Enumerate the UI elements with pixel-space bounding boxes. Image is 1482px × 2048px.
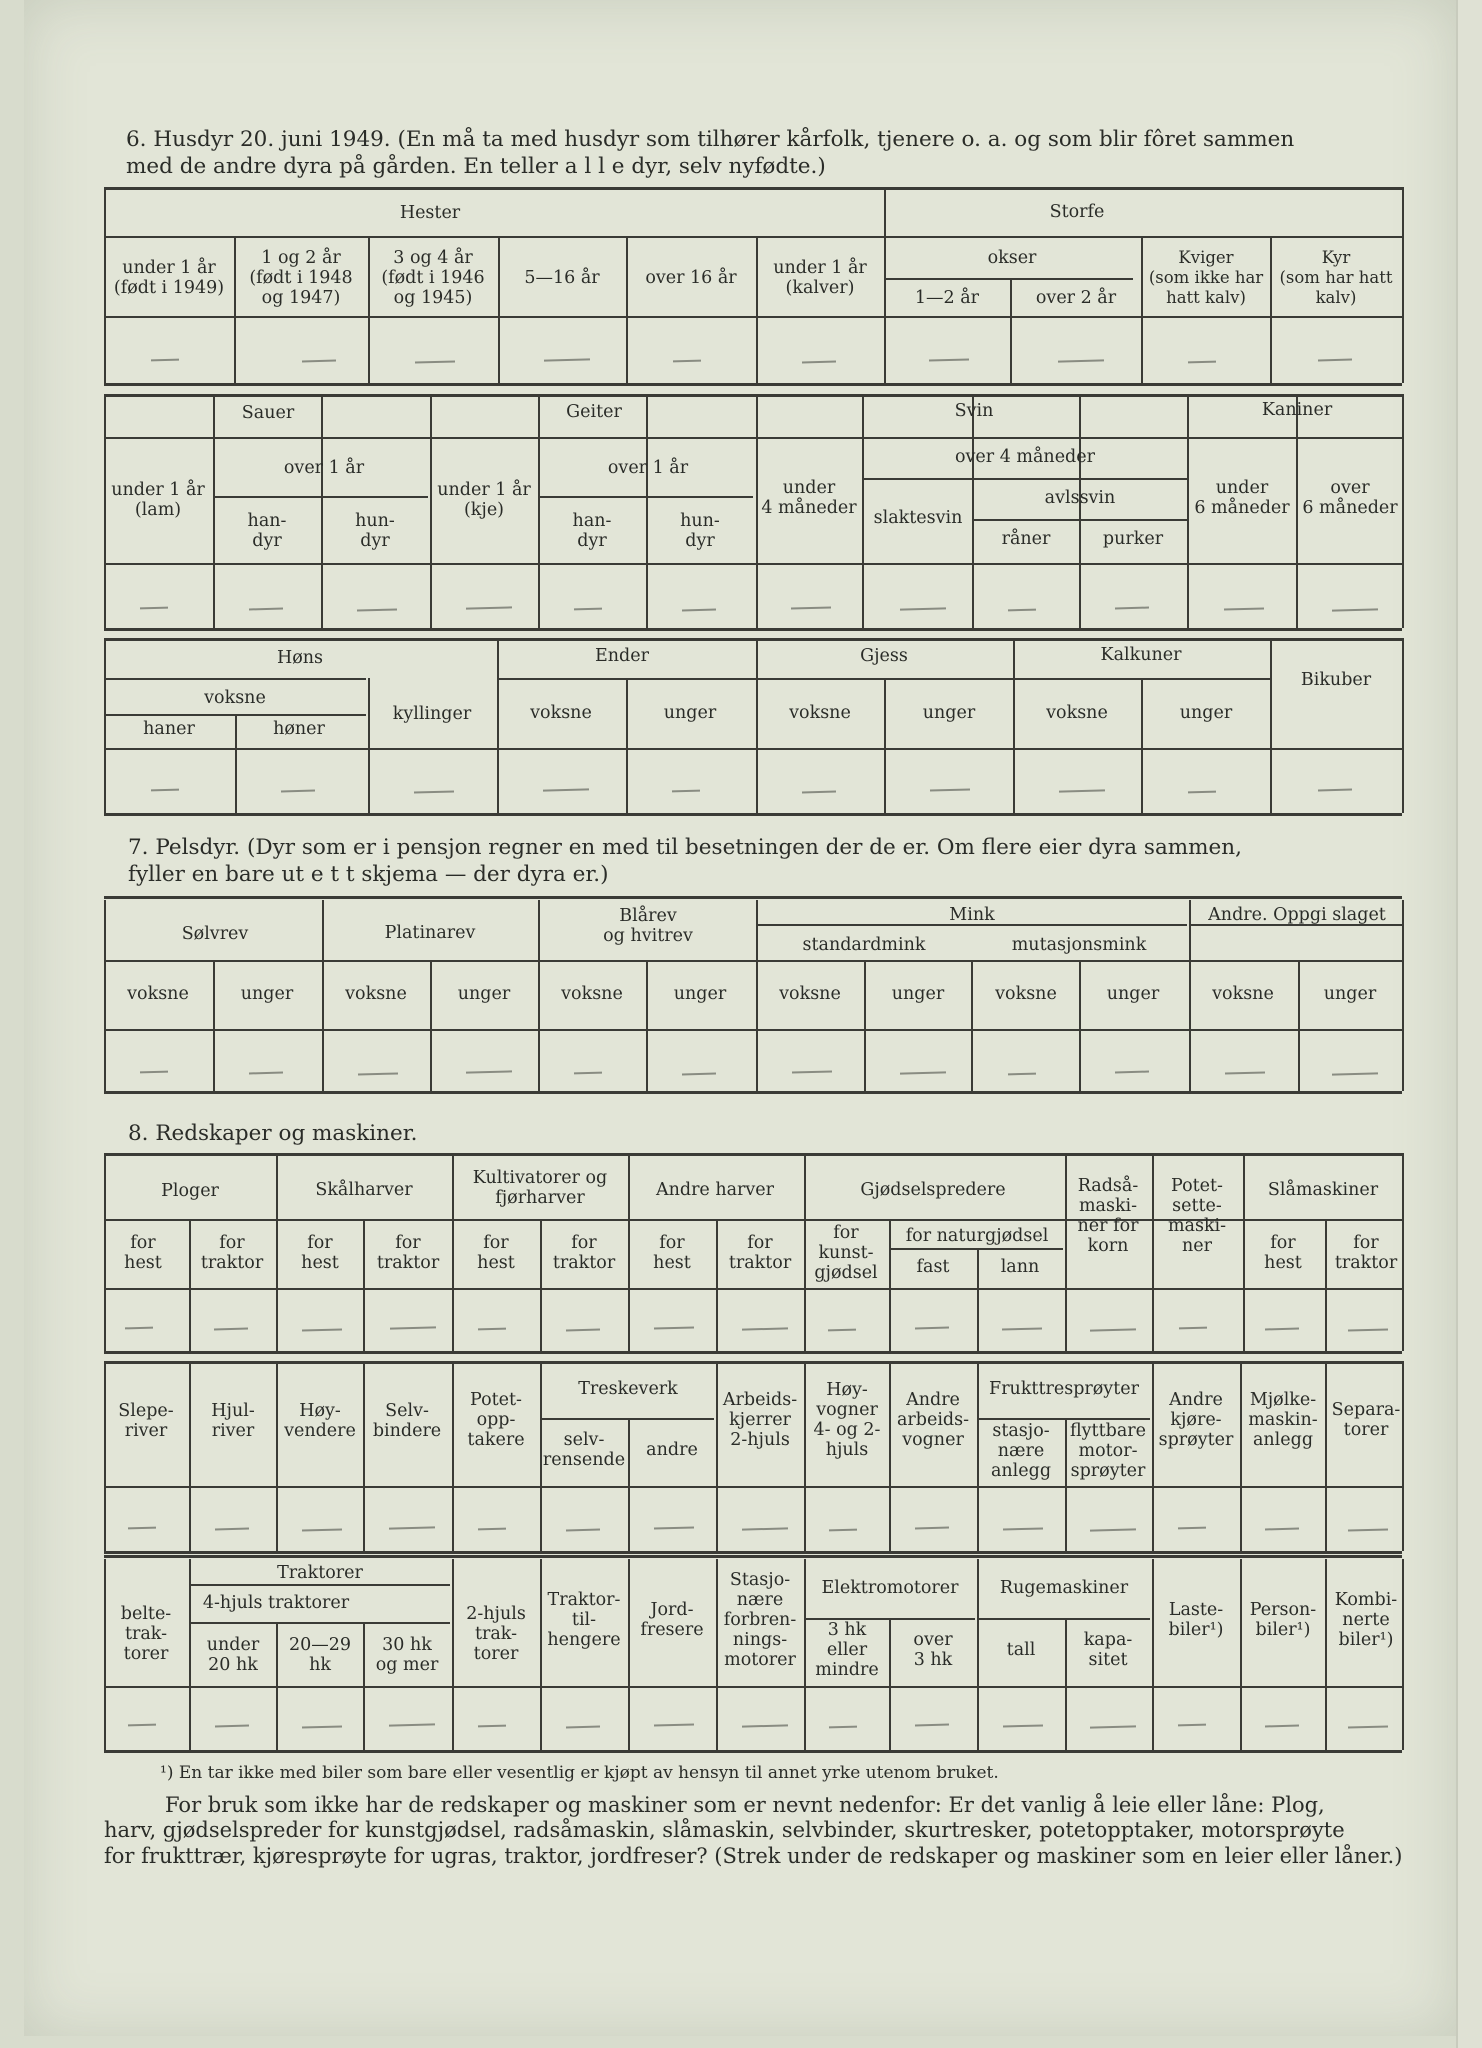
table-top-rule	[104, 1153, 1402, 1156]
naturgjodsel-subrule	[889, 1248, 1063, 1250]
naturgjodsel-heading: for naturgjødsel	[905, 1226, 1049, 1246]
header-bottom-rule	[104, 748, 1402, 750]
solvrev-heading: Sølvrev	[181, 924, 249, 944]
purker-col: purker	[1102, 529, 1164, 549]
mjolkemaskinanlegg-col: Mjølke- maskin- anlegg	[1248, 1390, 1318, 1450]
sauer-over-heading: over 1 år	[283, 458, 365, 478]
pelsdyr-unger-col: unger	[1106, 984, 1160, 1004]
storfe-kalver-col: under 1 år (kalver)	[773, 258, 867, 298]
for-hest-col: for hest	[124, 1233, 162, 1273]
under-20hk-col: under 20 hk	[206, 1635, 260, 1675]
okser-heading: okser	[987, 248, 1037, 268]
voksne-subrule	[104, 714, 366, 716]
vertical-rule	[430, 960, 432, 1091]
vertical-rule	[363, 1361, 365, 1551]
vertical-rule	[756, 236, 758, 383]
ender-heading: Ender	[595, 646, 649, 666]
for-traktor-col: for traktor	[552, 1233, 616, 1273]
traktorer-heading: Traktorer	[277, 1563, 363, 1583]
hester-heading: Hester	[399, 203, 461, 223]
4hjuls-subrule	[189, 1622, 450, 1624]
arbeidsvogner-col: Andre arbeids- vogner	[896, 1390, 970, 1450]
table-top-rule	[104, 638, 1402, 641]
vertical-rule	[1402, 394, 1404, 628]
kultivatorer-heading: Kultivatorer og fjørharver	[472, 1168, 608, 1208]
slamaskiner-heading: Slåmaskiner	[1267, 1180, 1379, 1200]
lastebiler-col: Laste- biler¹)	[1168, 1600, 1224, 1640]
header-rule	[104, 236, 1402, 238]
vertical-rule	[276, 1622, 278, 1750]
arbeidskjerrer-col: Arbeids- kjerrer 2-hjuls	[722, 1390, 798, 1450]
section-6-title-cont: med de andre dyra på gården. En teller a l l e dyr, selv nyfødte.)	[126, 154, 826, 179]
hons-heading: Høns	[276, 648, 324, 668]
haner-col: haner	[143, 719, 195, 739]
vertical-rule	[276, 1361, 278, 1551]
section-7-title-cont: fyller en bare ut e t t skjema — der dyra er.)	[128, 862, 609, 887]
ruge-subrule	[977, 1618, 1150, 1620]
platinarev-heading: Platinarev	[384, 923, 476, 943]
geiter-heading: Geiter	[566, 402, 622, 422]
stasjonaere-motorer-col: Stasjo- nære forbren- nings- motorer	[723, 1570, 797, 1670]
okser-1-2-col: 1—2 år	[914, 288, 980, 308]
bikuber-col: Bikuber	[1300, 670, 1372, 690]
vertical-rule	[977, 1248, 979, 1351]
sauer-heading: Sauer	[241, 403, 295, 423]
geiter-over-heading: over 1 år	[607, 458, 689, 478]
andre-pelsdyr-heading: Andre. Oppgi slaget	[1208, 905, 1386, 925]
vertical-rule	[1402, 1559, 1404, 1750]
mink-heading: Mink	[949, 905, 995, 925]
potetopptakere-col: Potet- opp- takere	[467, 1390, 525, 1450]
hester-col-3: 5—16 år	[524, 268, 600, 288]
vertical-rule	[626, 236, 628, 383]
vertical-rule	[756, 638, 758, 813]
vertical-rule	[1298, 960, 1300, 1091]
elektro-3hk-col: 3 hk eller mindre	[815, 1620, 879, 1680]
vertical-rule	[1402, 900, 1404, 1091]
raner-col: råner	[1001, 529, 1051, 549]
geiter-kje-col: under 1 år (kje)	[437, 480, 531, 520]
table-top-rule	[104, 394, 1402, 397]
vertical-rule	[1079, 394, 1081, 628]
separatorer-col: Separa- torer	[1331, 1400, 1401, 1440]
hoyvendere-col: Høy- vendere	[284, 1401, 356, 1441]
vertical-rule	[1402, 638, 1404, 813]
okser-over2-col: over 2 år	[1035, 288, 1117, 308]
vertical-rule	[213, 394, 215, 628]
kaniner-under6-col: under 6 måneder	[1194, 478, 1290, 518]
closing-line-1: For bruk som ikke har de redskaper og maskiner som er nevnt nedenfor: Er det vanlig å leie eller låne: Plog,	[165, 1793, 1325, 1817]
vertical-rule	[322, 900, 324, 1091]
kjoresproyter-col: Andre kjøre- sprøyter	[1158, 1390, 1234, 1450]
vertical-rule	[321, 394, 323, 628]
kunstgjodsel-col: for kunst- gjødsel	[814, 1223, 878, 1283]
header-bottom-rule	[104, 563, 1402, 565]
pelsdyr-voksne-col: voksne	[995, 984, 1057, 1004]
table-bottom-rule	[104, 813, 1402, 816]
vertical-rule	[1013, 638, 1015, 813]
vertical-rule	[646, 394, 648, 628]
header-bottom-rule	[104, 316, 1402, 318]
avlssvin-subrule	[972, 519, 1187, 521]
okser-subrule	[884, 278, 1133, 280]
storfe-heading: Storfe	[1049, 202, 1105, 222]
pelsdyr-voksne-col: voksne	[779, 984, 841, 1004]
kombinerte-biler-col: Kombi- nerte biler¹)	[1334, 1590, 1398, 1650]
pelsdyr-voksne-col: voksne	[561, 984, 623, 1004]
pelsdyr-unger-col: unger	[891, 984, 945, 1004]
gjess-heading: Gjess	[860, 646, 908, 666]
over-subrule	[213, 496, 428, 498]
hester-col-0: under 1 år (født i 1949)	[113, 258, 225, 298]
vertical-rule	[1270, 638, 1272, 813]
kviger-col: Kviger (som ikke har hatt kalv)	[1148, 248, 1264, 307]
treskeverk-subrule	[540, 1418, 714, 1420]
vertical-rule	[864, 960, 866, 1091]
stasjonaere-anlegg-col: stasjo- nære anlegg	[990, 1421, 1052, 1481]
hons-subrule	[104, 678, 366, 680]
ruge-tall-col: tall	[1006, 1640, 1036, 1660]
flyttbare-motorsproyter-col: flyttbare motor- sprøyter	[1070, 1421, 1146, 1481]
hester-col-1: 1 og 2 år (født i 1948 og 1947)	[249, 248, 353, 308]
gjodselspredere-heading: Gjødselspredere	[860, 1180, 1006, 1200]
frukt-subrule	[977, 1418, 1150, 1420]
sauer-lam-col: under 1 år (lam)	[111, 480, 205, 520]
vertical-rule	[1240, 1559, 1242, 1750]
honer-col: høner	[273, 719, 325, 739]
vertical-rule	[189, 1559, 191, 1750]
svin-subrule	[862, 478, 1187, 480]
vertical-rule	[1152, 1559, 1154, 1750]
kalkuner-voksne-col: voksne	[1046, 703, 1108, 723]
standardmink-heading: standardmink	[802, 935, 926, 955]
table-bottom-rule	[104, 1351, 1402, 1354]
potetsettemaskiner-col: Potet- sette- maski- ner	[1167, 1176, 1227, 1256]
header-bottom-rule	[104, 1486, 1402, 1488]
pelsdyr-voksne-col: voksne	[1212, 984, 1274, 1004]
vertical-rule	[104, 638, 106, 813]
table-bottom-rule	[104, 1750, 1402, 1753]
vertical-rule	[646, 960, 648, 1091]
for-hest-col: for hest	[477, 1233, 515, 1273]
vertical-rule	[1187, 394, 1189, 628]
jordfresere-col: Jord- fresere	[640, 1600, 704, 1640]
vertical-rule	[1010, 278, 1012, 383]
vertical-rule	[540, 1559, 542, 1750]
vertical-rule	[626, 678, 628, 813]
vertical-rule	[213, 960, 215, 1091]
for-traktor-col: for traktor	[728, 1233, 792, 1273]
vertical-rule	[189, 1361, 191, 1551]
personbiler-col: Person- biler¹)	[1249, 1600, 1317, 1640]
elektro-over3hk-col: over 3 hk	[913, 1630, 953, 1670]
20-29hk-col: 20—29 hk	[288, 1635, 352, 1675]
for-traktor-col: for traktor	[376, 1233, 440, 1273]
vertical-rule	[104, 900, 106, 1091]
header-rule	[104, 960, 1402, 962]
table-top-rule	[104, 187, 1402, 190]
geiter-handyr-col: han- dyr	[572, 511, 612, 551]
hjulriver-col: Hjul- river	[211, 1401, 255, 1441]
section-8-title: 8. Redskaper og maskiner.	[128, 1121, 418, 1146]
pelsdyr-unger-col: unger	[1323, 984, 1377, 1004]
section-6-title: 6. Husdyr 20. juni 1949. (En må ta med husdyr som tilhører kårfolk, tjenere o. a. og som blir fôret sammen	[126, 127, 1295, 152]
elektromotorer-heading: Elektromotorer	[821, 1578, 959, 1598]
treskeverk-heading: Treskeverk	[578, 1379, 678, 1399]
vertical-rule	[104, 1361, 106, 1551]
mutasjonsmink-heading: mutasjonsmink	[1011, 935, 1147, 955]
gjess-voksne-col: voksne	[789, 703, 851, 723]
geiter-hundyr-col: hun- dyr	[680, 511, 720, 551]
table-bottom-rule	[104, 1091, 1402, 1094]
vertical-rule	[1402, 187, 1404, 383]
header-rule	[104, 437, 1402, 439]
avlssvin-heading: avlssvin	[1044, 488, 1116, 508]
svin-under4-col: under 4 måneder	[761, 478, 857, 518]
vertical-rule	[1296, 394, 1298, 628]
kyllinger-col: kyllinger	[392, 704, 472, 724]
sleperiver-col: Slepe- river	[118, 1401, 174, 1441]
beltetraktorer-col: belte- trak- torer	[120, 1604, 172, 1664]
traktortilhengere-col: Traktor- til- hengere	[547, 1590, 621, 1650]
vertical-rule	[971, 960, 973, 1091]
vertical-rule	[1402, 1361, 1404, 1551]
gjess-unger-col: unger	[922, 703, 976, 723]
blarev-heading: Blårev og hvitrev	[603, 906, 693, 946]
sauer-handyr-col: han- dyr	[247, 511, 287, 551]
hoyvogner-col: Høy- vogner 4- og 2- hjuls	[813, 1380, 881, 1460]
vertical-rule	[884, 678, 886, 813]
table-bottom-rule	[104, 1551, 1402, 1554]
for-traktor-col: for traktor	[200, 1233, 264, 1273]
radsamaskiner-col: Radså- maski- ner for korn	[1077, 1176, 1139, 1256]
treskeverk-andre-col: andre	[646, 1440, 698, 1460]
table-bottom-rule	[104, 383, 1402, 386]
pelsdyr-unger-col: unger	[673, 984, 727, 1004]
vertical-rule	[884, 187, 886, 383]
ender-unger-col: unger	[663, 703, 717, 723]
pelsdyr-voksne-col: voksne	[127, 984, 189, 1004]
ender-voksne-col: voksne	[530, 703, 592, 723]
vertical-rule	[628, 1418, 630, 1551]
hons-voksne-heading: voksne	[204, 688, 266, 708]
lann-col: lann	[1000, 1257, 1040, 1277]
4hjuls-traktorer-heading: 4-hjuls traktorer	[202, 1593, 350, 1613]
pelsdyr-voksne-col: voksne	[345, 984, 407, 1004]
fast-col: fast	[916, 1257, 950, 1277]
for-traktor-col: for traktor	[1334, 1233, 1398, 1273]
closing-line-3: for frukttrær, kjøresprøyte for ugras, traktor, jordfreser? (Strek under de redskaper og maskiner som en leier eller låner.)	[104, 1844, 1403, 1868]
2hjuls-traktorer-col: 2-hjuls trak- torer	[466, 1604, 526, 1664]
ruge-kapasitet-col: kapa- sitet	[1083, 1630, 1133, 1670]
header-bottom-rule	[104, 1288, 1402, 1290]
table-top-rule	[104, 896, 1402, 899]
frukttresproyter-heading: Frukttresprøyter	[989, 1379, 1139, 1399]
vertical-rule	[1189, 900, 1191, 1091]
vertical-rule	[628, 1559, 630, 1750]
selvrensende-col: selv- rensende	[542, 1430, 626, 1470]
ploger-heading: Ploger	[161, 1181, 219, 1201]
kalkuner-unger-col: unger	[1179, 703, 1233, 723]
vertical-rule	[1141, 678, 1143, 813]
footnote: ¹) En tar ikke med biler som bare eller vesentlig er kjøpt av hensyn til annet yrke utenom bruket.	[160, 1763, 999, 1783]
table-top-rule	[104, 1555, 1402, 1558]
kaniner-over6-col: over 6 måneder	[1302, 478, 1398, 518]
selvbindere-col: Selv- bindere	[372, 1401, 442, 1441]
kaniner-heading: Kaniner	[1261, 400, 1333, 420]
30hk-col: 30 hk og mer	[375, 1635, 439, 1675]
section-7-title: 7. Pelsdyr. (Dyr som er i pensjon regner en med til besetningen der de er. Om flere eier dyra sammen,	[128, 835, 1242, 860]
hester-col-2: 3 og 4 år (født i 1946 og 1945)	[381, 248, 485, 308]
vertical-rule	[368, 678, 370, 813]
vertical-rule	[1270, 236, 1272, 383]
slaktesvin-col: slaktesvin	[873, 508, 963, 528]
traktorer-subrule	[189, 1584, 450, 1586]
header-bottom-rule	[104, 1029, 1402, 1031]
vertical-rule	[756, 900, 758, 1091]
pelsdyr-unger-col: unger	[457, 984, 511, 1004]
vertical-rule	[538, 900, 540, 1091]
vertical-rule	[497, 638, 499, 813]
rugemaskiner-heading: Rugemaskiner	[999, 1578, 1129, 1598]
andre-harver-heading: Andre harver	[655, 1180, 775, 1200]
for-hest-col: for hest	[1264, 1233, 1302, 1273]
kyr-col: Kyr (som har hatt kalv)	[1279, 248, 1393, 307]
page-edge	[1456, 0, 1482, 2048]
table-top-rule	[104, 1361, 1402, 1364]
section-subrule	[497, 678, 1270, 680]
pelsdyr-unger-col: unger	[240, 984, 294, 1004]
for-hest-col: for hest	[653, 1233, 691, 1273]
vertical-rule	[498, 236, 500, 383]
svin-over4-heading: over 4 måneder	[955, 447, 1095, 467]
vertical-rule	[1325, 1559, 1327, 1750]
sauer-hundyr-col: hun- dyr	[355, 511, 395, 551]
over-subrule	[538, 496, 753, 498]
closing-line-2: harv, gjødselspreder for kunstgjødsel, radsåmaskin, slåmaskin, selvbinder, skurtresker, potetopptaker, motorsprøyte	[104, 1818, 1345, 1842]
vertical-rule	[363, 1622, 365, 1750]
kalkuner-heading: Kalkuner	[1100, 645, 1182, 665]
header-bottom-rule	[104, 1686, 1402, 1688]
table-bottom-rule	[104, 628, 1402, 631]
svin-heading: Svin	[954, 401, 994, 421]
skalharver-heading: Skålharver	[315, 1180, 413, 1200]
vertical-rule	[1079, 960, 1081, 1091]
for-hest-col: for hest	[301, 1233, 339, 1273]
vertical-rule	[235, 714, 237, 813]
hester-col-4: over 16 år	[645, 268, 737, 288]
